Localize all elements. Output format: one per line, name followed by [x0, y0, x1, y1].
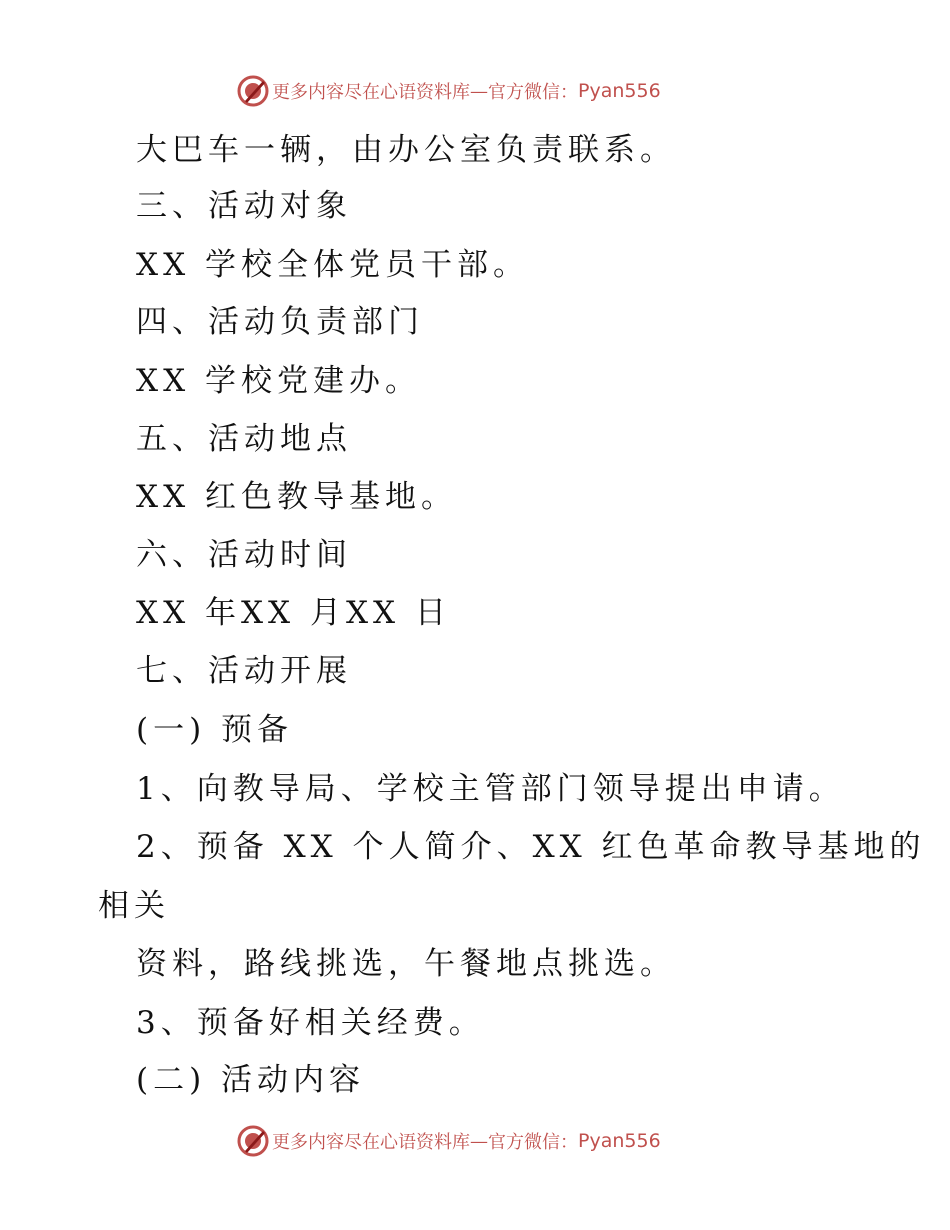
watermark-wechat-id: Pyan556 — [578, 1130, 661, 1152]
body-line: XX 年XX 月XX 日 — [136, 595, 451, 631]
header-watermark — [236, 74, 661, 108]
list-item: 3、预备好相关经费。 — [136, 1005, 485, 1041]
list-item: 2、预备 XX 个人简介、XX 红色革命教导基地的 — [136, 829, 926, 865]
subsection-heading: (二) 活动内容 — [136, 1062, 366, 1098]
section-heading: 三、活动对象 — [136, 188, 352, 224]
footer-watermark — [236, 1124, 661, 1158]
pen-logo-icon — [236, 74, 270, 108]
watermark-brand: 更多内容尽在心语资料库 — [272, 1132, 470, 1153]
section-heading: 五、活动地点 — [136, 421, 352, 457]
list-item: 1、向教导局、学校主管部门领导提出申请。 — [136, 771, 845, 807]
body-line: XX 学校党建办。 — [136, 363, 421, 399]
watermark-wechat-label: 官方微信： — [488, 82, 578, 103]
list-item-continuation: 资料，路线挑选，午餐地点挑选。 — [136, 946, 676, 982]
section-heading: 六、活动时间 — [136, 537, 352, 573]
watermark-separator: — — [470, 1130, 488, 1152]
watermark-brand: 更多内容尽在心语资料库 — [272, 82, 470, 103]
list-item-continuation: 相关 — [98, 888, 170, 924]
body-line: XX 红色教导基地。 — [136, 479, 457, 515]
section-heading: 七、活动开展 — [136, 653, 352, 689]
body-line: 大巴车一辆，由办公室负责联系。 — [136, 132, 676, 168]
body-line: XX 学校全体党员干部。 — [136, 247, 529, 283]
watermark-wechat-label: 官方微信： — [488, 1132, 578, 1153]
watermark-wechat-id: Pyan556 — [578, 80, 661, 102]
section-heading: 四、活动负责部门 — [136, 304, 424, 340]
watermark-separator: — — [470, 80, 488, 102]
pen-logo-icon — [236, 1124, 270, 1158]
subsection-heading: (一) 预备 — [136, 712, 294, 748]
